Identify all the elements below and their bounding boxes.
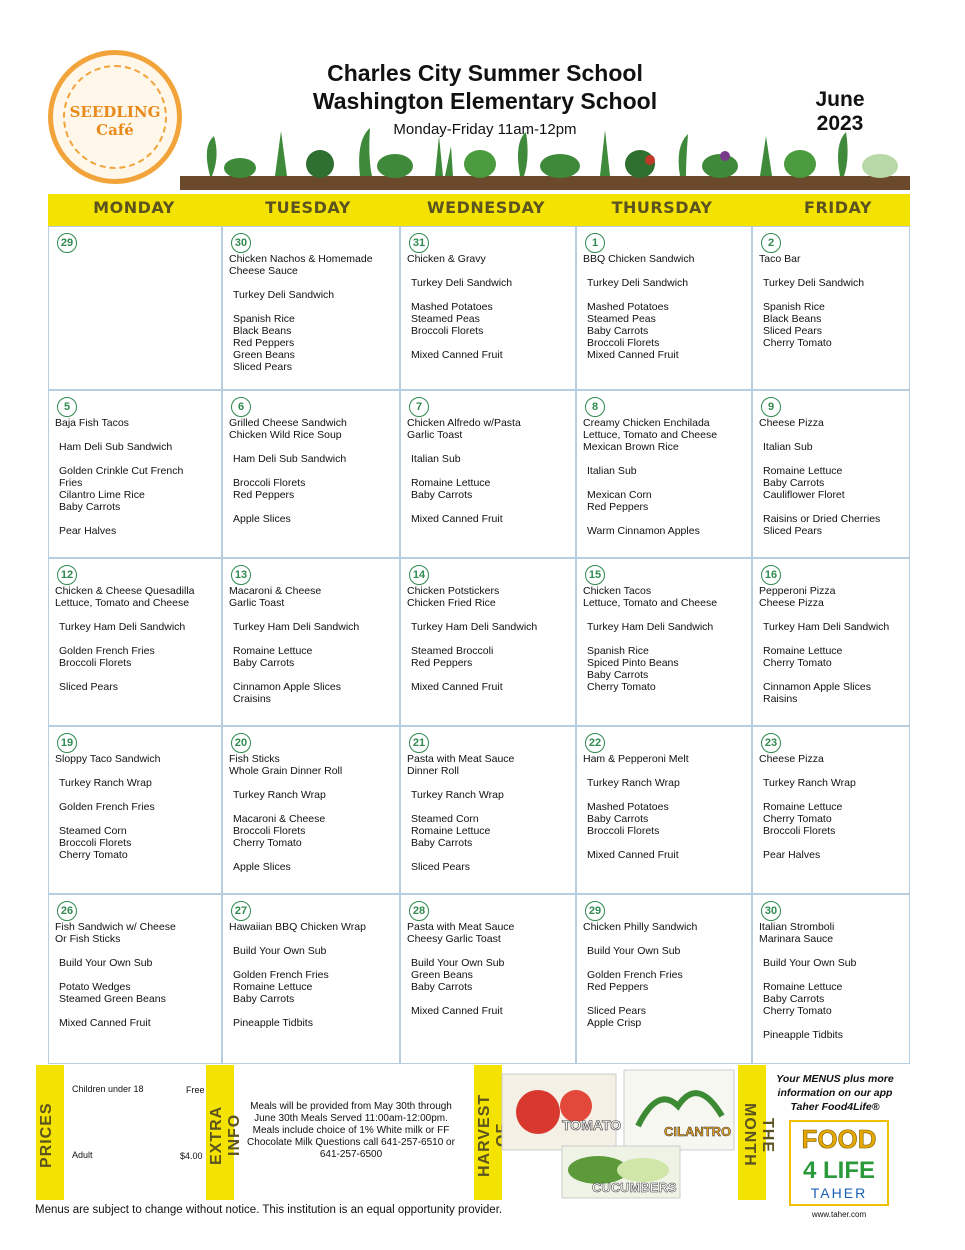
menu-item: Golden Crinkle Cut French Fries Cilantro Lime Rice Baby Carrots — [59, 465, 184, 513]
menu-item: Apple Slices — [233, 513, 291, 525]
seedling-cafe-logo — [48, 50, 182, 184]
menu-item: Spanish Rice Black Beans Sliced Pears Cherry Tomato — [763, 301, 832, 349]
date-badge: 2 — [761, 233, 781, 253]
menu-item: Apple Slices — [233, 861, 291, 873]
harvest-item-cilantro: CILANTRO — [664, 1124, 732, 1139]
day-cell — [222, 726, 400, 894]
disclaimer-text: Menus are subject to change without notice. This institution is an equal opportunity provider. — [35, 1204, 503, 1216]
school-program-title: Charles City Summer School — [327, 60, 643, 86]
menu-item: Spanish Rice Black Beans Red Peppers Green Beans Sliced Pears — [233, 313, 295, 373]
day-cell — [222, 226, 400, 390]
menu-item: Turkey Deli Sandwich — [233, 289, 335, 301]
menu-item: Potato Wedges Steamed Green Beans — [59, 981, 166, 1005]
menu-item: Cinnamon Apple Slices Raisins — [763, 681, 871, 705]
menu-item: Chicken Potstickers Chicken Fried Rice — [407, 585, 500, 609]
menu-item: Sliced Pears — [59, 681, 118, 693]
day-cell — [752, 894, 910, 1064]
menu-item: Turkey Deli Sandwich — [587, 277, 689, 289]
weekday-thursday: THURSDAY — [611, 198, 713, 217]
menu-item: Turkey Ham Deli Sandwich — [411, 621, 538, 633]
menu-calendar-grid — [48, 226, 910, 1064]
menu-item: Chicken Alfredo w/Pasta Garlic Toast — [407, 417, 521, 441]
menu-item: Turkey Ranch Wrap — [763, 777, 856, 789]
date-badge: 21 — [409, 733, 429, 753]
day-cell — [222, 390, 400, 558]
menu-item: Italian Sub — [587, 465, 637, 477]
date-badge: 14 — [409, 565, 429, 585]
day-cell — [752, 558, 910, 726]
menu-item: Pasta with Meat Sauce Dinner Roll — [407, 753, 515, 777]
menu-item: Fish Sticks Whole Grain Dinner Roll — [229, 753, 343, 777]
menu-item: Chicken & Cheese Quesadilla Lettuce, Tomato and Cheese — [55, 585, 195, 609]
menu-item: Sliced Pears — [411, 861, 470, 873]
day-cell — [400, 894, 576, 1064]
the-month-label: THE MONTH — [741, 1103, 776, 1167]
children-price-label: Children under 18 — [72, 1084, 144, 1094]
menu-item: Build Your Own Sub — [233, 945, 327, 957]
menu-item: Mixed Canned Fruit — [411, 1005, 503, 1017]
menu-item: Macaroni & Cheese Broccoli Florets Cherry Tomato — [233, 813, 326, 849]
day-cell — [48, 726, 222, 894]
menu-item: Italian Stromboli Marinara Sauce — [759, 921, 835, 945]
menu-item: Pasta with Meat Sauce Cheesy Garlic Toast — [407, 921, 515, 945]
day-cell — [752, 390, 910, 558]
menu-item: Warm Cinnamon Apples — [587, 525, 700, 537]
menu-item: Turkey Ranch Wrap — [59, 777, 152, 789]
menu-item: Romaine Lettuce Baby Carrots — [233, 645, 313, 669]
svg-text:FOOD: FOOD — [801, 1124, 877, 1154]
day-cell — [222, 558, 400, 726]
harvest-of-the-month-images — [498, 1066, 738, 1200]
day-cell — [400, 390, 576, 558]
menu-item: Chicken Nachos & Homemade Cheese Sauce — [229, 253, 373, 277]
date-badge: 15 — [585, 565, 605, 585]
date-badge: 29 — [585, 901, 605, 921]
menu-item: Pepperoni Pizza Cheese Pizza — [759, 585, 836, 609]
menu-item: Romaine Lettuce Cherry Tomato — [763, 645, 843, 669]
date-badge: 6 — [231, 397, 251, 417]
day-cell — [576, 558, 752, 726]
menu-item: Cinnamon Apple Slices Craisins — [233, 681, 341, 705]
day-cell — [576, 390, 752, 558]
food4life-logo — [789, 1120, 889, 1206]
menu-item: Pear Halves — [59, 525, 117, 537]
menu-item: Romaine Lettuce Cherry Tomato Broccoli Florets — [763, 801, 843, 837]
extra-info-label: EXTRA INFO — [208, 1105, 243, 1165]
date-badge: 28 — [409, 901, 429, 921]
menu-item: Build Your Own Sub — [763, 957, 857, 969]
menu-item: Golden French Fries Romaine Lettuce Baby Carrots — [233, 969, 329, 1005]
menu-item: Romaine Lettuce Baby Carrots — [411, 477, 491, 501]
menu-item: Mashed Potatoes Steamed Peas Baby Carrots Broccoli Florets Mixed Canned Fruit — [587, 301, 679, 361]
menu-item: Sliced Pears Apple Crisp — [587, 1005, 646, 1029]
date-badge: 29 — [57, 233, 77, 253]
menu-item: Build Your Own Sub — [587, 945, 681, 957]
menu-item: Fish Sandwich w/ Cheese Or Fish Sticks — [55, 921, 176, 945]
menu-item: Hawaiian BBQ Chicken Wrap — [229, 921, 366, 933]
menu-item: Mixed Canned Fruit — [587, 849, 679, 861]
menu-item: Turkey Deli Sandwich — [763, 277, 865, 289]
menu-item: Build Your Own Sub Green Beans Baby Carrots — [411, 957, 505, 993]
menu-item: Turkey Ranch Wrap — [587, 777, 680, 789]
harvest-item-cucumbers: CUCUMBERS — [592, 1180, 677, 1195]
adult-price-value: $4.00 — [180, 1151, 203, 1161]
menu-item: Steamed Corn Romaine Lettuce Baby Carrots — [411, 813, 491, 849]
day-cell — [48, 390, 222, 558]
menu-item: Chicken Philly Sandwich — [583, 921, 698, 933]
menu-item: Chicken Tacos Lettuce, Tomato and Cheese — [583, 585, 718, 609]
menu-item: Steamed Corn Broccoli Florets Cherry Tomato — [59, 825, 132, 861]
date-badge: 9 — [761, 397, 781, 417]
prices-label: PRICES — [38, 1102, 55, 1168]
date-badge: 8 — [585, 397, 605, 417]
menu-item: Pear Halves — [763, 849, 821, 861]
menu-item: Taco Bar — [759, 253, 801, 265]
app-promo-text: Your MENUS plus more information on our app Taher Food4Life® — [776, 1073, 894, 1113]
menu-item: Spanish Rice Spiced Pinto Beans Baby Carrots Cherry Tomato — [587, 645, 679, 693]
date-badge: 1 — [585, 233, 605, 253]
menu-item: Pineapple Tidbits — [233, 1017, 313, 1029]
date-badge: 30 — [761, 901, 781, 921]
menu-item: Romaine Lettuce Baby Carrots Cherry Tomato — [763, 981, 843, 1017]
menu-item: Mexican Corn Red Peppers — [587, 489, 652, 513]
day-cell — [576, 226, 752, 390]
date-badge: 20 — [231, 733, 251, 753]
date-badge: 5 — [57, 397, 77, 417]
menu-item: Steamed Broccoli Red Peppers — [411, 645, 494, 669]
menu-item: Mixed Canned Fruit — [411, 349, 503, 361]
menu-item: Ham Deli Sub Sandwich — [233, 453, 347, 465]
menu-item: Turkey Ham Deli Sandwich — [233, 621, 360, 633]
menu-item: Macaroni & Cheese Garlic Toast — [229, 585, 322, 609]
menu-item: Creamy Chicken Enchilada Lettuce, Tomato and Cheese Mexican Brown Rice — [583, 417, 718, 453]
day-cell — [400, 726, 576, 894]
date-badge: 23 — [761, 733, 781, 753]
menu-item: Build Your Own Sub — [59, 957, 153, 969]
menu-item: Ham & Pepperoni Melt — [583, 753, 689, 765]
menu-item: Grilled Cheese Sandwich Chicken Wild Rice Soup — [229, 417, 347, 441]
weekday-friday: FRIDAY — [804, 198, 872, 217]
day-cell — [400, 226, 576, 390]
day-cell — [752, 726, 910, 894]
date-badge: 30 — [231, 233, 251, 253]
menu-item: Turkey Deli Sandwich — [411, 277, 513, 289]
date-badge: 26 — [57, 901, 77, 921]
date-badge: 12 — [57, 565, 77, 585]
date-badge: 16 — [761, 565, 781, 585]
date-badge: 7 — [409, 397, 429, 417]
day-cell — [752, 226, 910, 390]
menu-item: Pineapple Tidbits — [763, 1029, 843, 1041]
adult-price-label: Adult — [72, 1150, 93, 1160]
menu-item: Italian Sub — [763, 441, 813, 453]
day-cell — [48, 226, 222, 390]
menu-item: BBQ Chicken Sandwich — [583, 253, 695, 265]
svg-text:4 LIFE: 4 LIFE — [802, 1157, 876, 1184]
day-cell — [222, 894, 400, 1064]
menu-item: Cheese Pizza — [759, 753, 824, 765]
menu-item: Golden French Fries Red Peppers — [587, 969, 683, 993]
day-cell — [576, 726, 752, 894]
menu-item: Cheese Pizza — [759, 417, 824, 429]
menu-item: Mixed Canned Fruit — [59, 1017, 151, 1029]
menu-item: Mashed Potatoes Steamed Peas Broccoli Florets — [411, 301, 493, 337]
day-cell — [400, 558, 576, 726]
taher-url[interactable]: www.taher.com — [811, 1210, 867, 1219]
weekday-wednesday: WEDNESDAY — [427, 198, 545, 217]
children-price-value: Free — [186, 1085, 205, 1095]
menu-item: Golden French Fries Broccoli Florets — [59, 645, 155, 669]
menu-item: Turkey Ham Deli Sandwich — [59, 621, 186, 633]
menu-item: Turkey Ranch Wrap — [411, 789, 504, 801]
extra-info-text: Meals will be provided from May 30th through June 30th Meals Served 11:00am-12:00pm. Meals include choice of 1% White milk or FF Chocolate Milk Questions call 641-257-6510 or 641-257-6500 — [247, 1101, 455, 1160]
menu-item: Turkey Ranch Wrap — [233, 789, 326, 801]
menu-item: Italian Sub — [411, 453, 461, 465]
harvest-of-label: HARVEST — [476, 1093, 493, 1177]
school-name-title: Washington Elementary School — [312, 88, 658, 114]
menu-item: Turkey Ham Deli Sandwich — [763, 621, 890, 633]
date-badge: 31 — [409, 233, 429, 253]
month-year: 2023 — [816, 112, 864, 135]
menu-item: Baja Fish Tacos — [55, 417, 129, 429]
day-cell — [576, 894, 752, 1064]
menu-item: Broccoli Florets Red Peppers — [233, 477, 306, 501]
weekday-tuesday: TUESDAY — [265, 198, 351, 217]
menu-item: Turkey Ham Deli Sandwich — [587, 621, 714, 633]
date-badge: 22 — [585, 733, 605, 753]
menu-item: Raisins or Dried Cherries Sliced Pears — [763, 513, 881, 537]
menu-item: Mixed Canned Fruit — [411, 513, 503, 525]
menu-item: Chicken & Gravy — [407, 253, 486, 265]
menu-item: Sloppy Taco Sandwich — [55, 753, 161, 765]
date-badge: 19 — [57, 733, 77, 753]
menu-item: Golden French Fries — [59, 801, 155, 813]
month-name: June — [815, 88, 865, 111]
weekday-monday: MONDAY — [93, 198, 175, 217]
menu-item: Mixed Canned Fruit — [411, 681, 503, 693]
harvest-item-tomato: TOMATO — [562, 1117, 622, 1133]
service-hours: Monday-Friday 11am-12pm — [393, 121, 577, 138]
logo-text: SEEDLING Café — [69, 103, 161, 139]
menu-item: Ham Deli Sub Sandwich — [59, 441, 173, 453]
day-cell — [48, 558, 222, 726]
svg-text:TAHER: TAHER — [810, 1185, 868, 1201]
day-cell — [48, 894, 222, 1064]
menu-item: Romaine Lettuce Baby Carrots Cauliflower Floret — [763, 465, 845, 501]
menu-item: Mashed Potatoes Baby Carrots Broccoli Florets — [587, 801, 669, 837]
date-badge: 27 — [231, 901, 251, 921]
vegetable-garden-illustration — [180, 120, 910, 190]
date-badge: 13 — [231, 565, 251, 585]
